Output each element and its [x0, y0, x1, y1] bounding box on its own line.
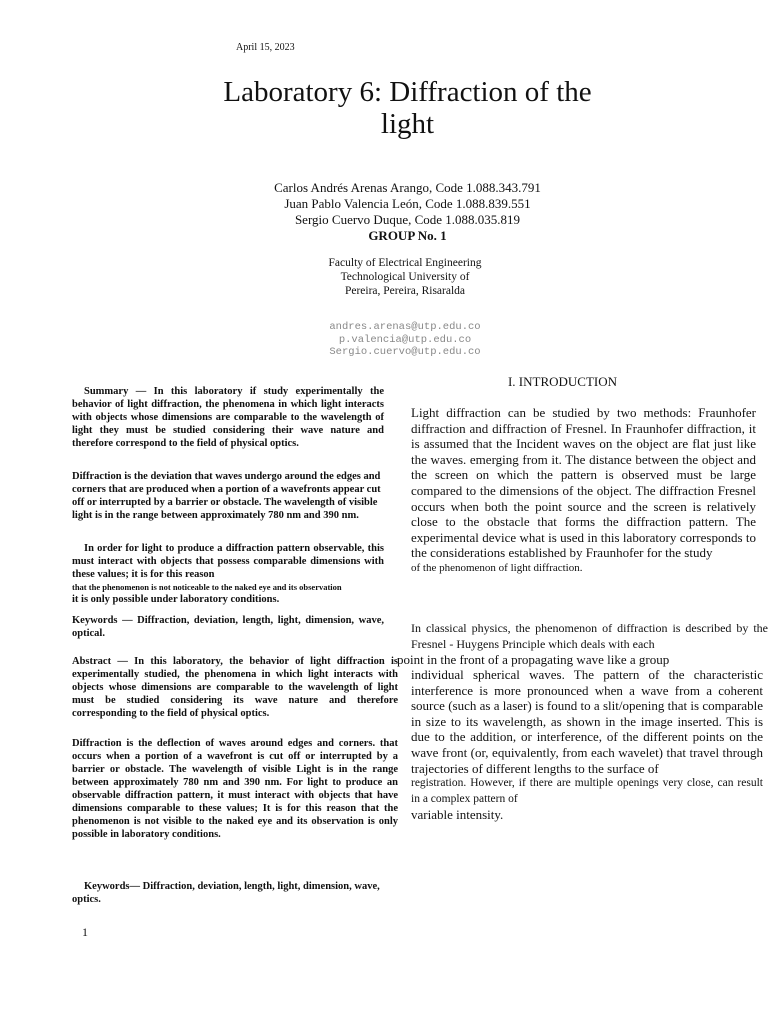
summary-paragraph-3: In order for light to produce a diffraction pattern observable, this must interact with objects that possess comparable dimensions with these values; it is for this reason that the phenomenon is not noticeable to the naked eye and its observation it is only possible under laboratory conditions.	[72, 543, 384, 605]
author-2: Juan Pablo Valencia León, Code 1.088.839.551	[284, 196, 531, 211]
email-block	[250, 321, 560, 359]
section-heading-introduction: I. INTRODUCTION	[507, 374, 618, 389]
paper-title	[140, 76, 675, 140]
affiliation-line-1: Faculty of Electrical Engineering	[328, 257, 482, 269]
intro-paragraph-1: Light diffraction can be studied by two methods: Fraunhofer diffraction and diffraction of Fresnel. In Fraunhofer diffraction, it is assumed that the Incident waves on the object are flat just like the waves. emerging from it. The distance between the object and the screen on which the pattern is observed must be large compared to the dimensions of the object. The diffraction Fresnel occurs when both the point source and the screen is relatively close to the obstacle that forms the diffraction pattern. The experimental device what is used in this laboratory corresponds to the considerations established by Fraunhofer for the study of the phenomenon of light diffraction.	[411, 405, 756, 574]
affiliation-line-3: Pereira, Pereira, Risaralda	[344, 285, 466, 297]
affiliation-line-2: Technological University of	[340, 271, 470, 283]
author-block	[180, 180, 635, 244]
email-1: andres.arenas@utp.edu.co	[329, 321, 481, 333]
page-number: 1	[82, 925, 88, 939]
intro-paragraph-2: In classical physics, the phenomenon of diffraction is described by the Fresnel - Huygens Principle which deals with each	[411, 621, 768, 651]
email-3: Sergio.cuervo@utp.edu.co	[329, 346, 481, 358]
author-3: Sergio Cuervo Duque, Code 1.088.035.819	[294, 212, 521, 227]
abstract-paragraph-1: Abstract — In this laboratory, the behavior of light diffraction is experimentally studied, the phenomena in which light interacts with objects whose dimensions are comparable to the wavelength of light must be studied considering its wave nature and therefore corresponding to the field of physical optics.	[72, 656, 398, 719]
group-label: GROUP No. 1	[368, 228, 447, 243]
paper-date: April 15, 2023	[236, 42, 295, 53]
summary-paragraph-1: Summary — In this laboratory if study experimentally the behavior of light diffraction, the phenomena in which light interacts with objects whose dimensions are comparable to the wavelength of light they must be studied considering their wave nature and therefore correspond to the field of physical optics.	[72, 386, 384, 449]
title-line-2: light	[380, 108, 435, 140]
keywords-2: Keywords— Diffraction, deviation, length, light, dimension, wave, optics.	[72, 881, 380, 905]
author-1: Carlos Andrés Arenas Arango, Code 1.088.343.791	[274, 180, 541, 195]
intro-paragraph-2-body: individual spherical waves. The pattern of the characteristic interference is more pronounced when a wave from a coherent source (such as a laser) is found to a slit/opening that is comparable in size to its wavelength, as shown in the image inserted. This is due to the addition, or interference, of the different points on the wave front (or, equivalently, from each wavelet) that travel through trajectories of different lengths to the surface of registration. However, if there are multiple openings very close, can result in a complex pattern of variable intensity.	[411, 667, 763, 823]
title-line-1: Laboratory 6: Diffraction of the	[223, 76, 592, 108]
affiliation-block	[250, 256, 560, 298]
keywords-1: Keywords — Diffraction, deviation, length, light, dimension, wave, optical.	[72, 615, 384, 639]
email-2: p.valencia@utp.edu.co	[338, 333, 472, 346]
intro-paragraph-2-continued: point in the front of a propagating wave like a group	[397, 652, 670, 667]
abstract-paragraph-2: Diffraction is the deflection of waves around edges and corners. that occurs when a portion of a wavefront is cut off or interrupted by a barrier or obstacle. The wavelength of visible Light is in the range between approximately 780 nm and 390 nm. For light to produce an observable diffraction pattern, it must interact with objects that have dimensions comparable to these values; It is for this reason that the phenomenon is not visible to the naked eye and its observation is only possible in laboratory conditions.	[72, 738, 398, 840]
summary-paragraph-2: Diffraction is the deviation that waves undergo around the edges and corners that are produced when a portion of a wavefronts appear cut off or interrupted by a barrier or obstacle. The wavelength of visible light is in the range between approximately 780 nm and 390 nm.	[72, 471, 381, 521]
